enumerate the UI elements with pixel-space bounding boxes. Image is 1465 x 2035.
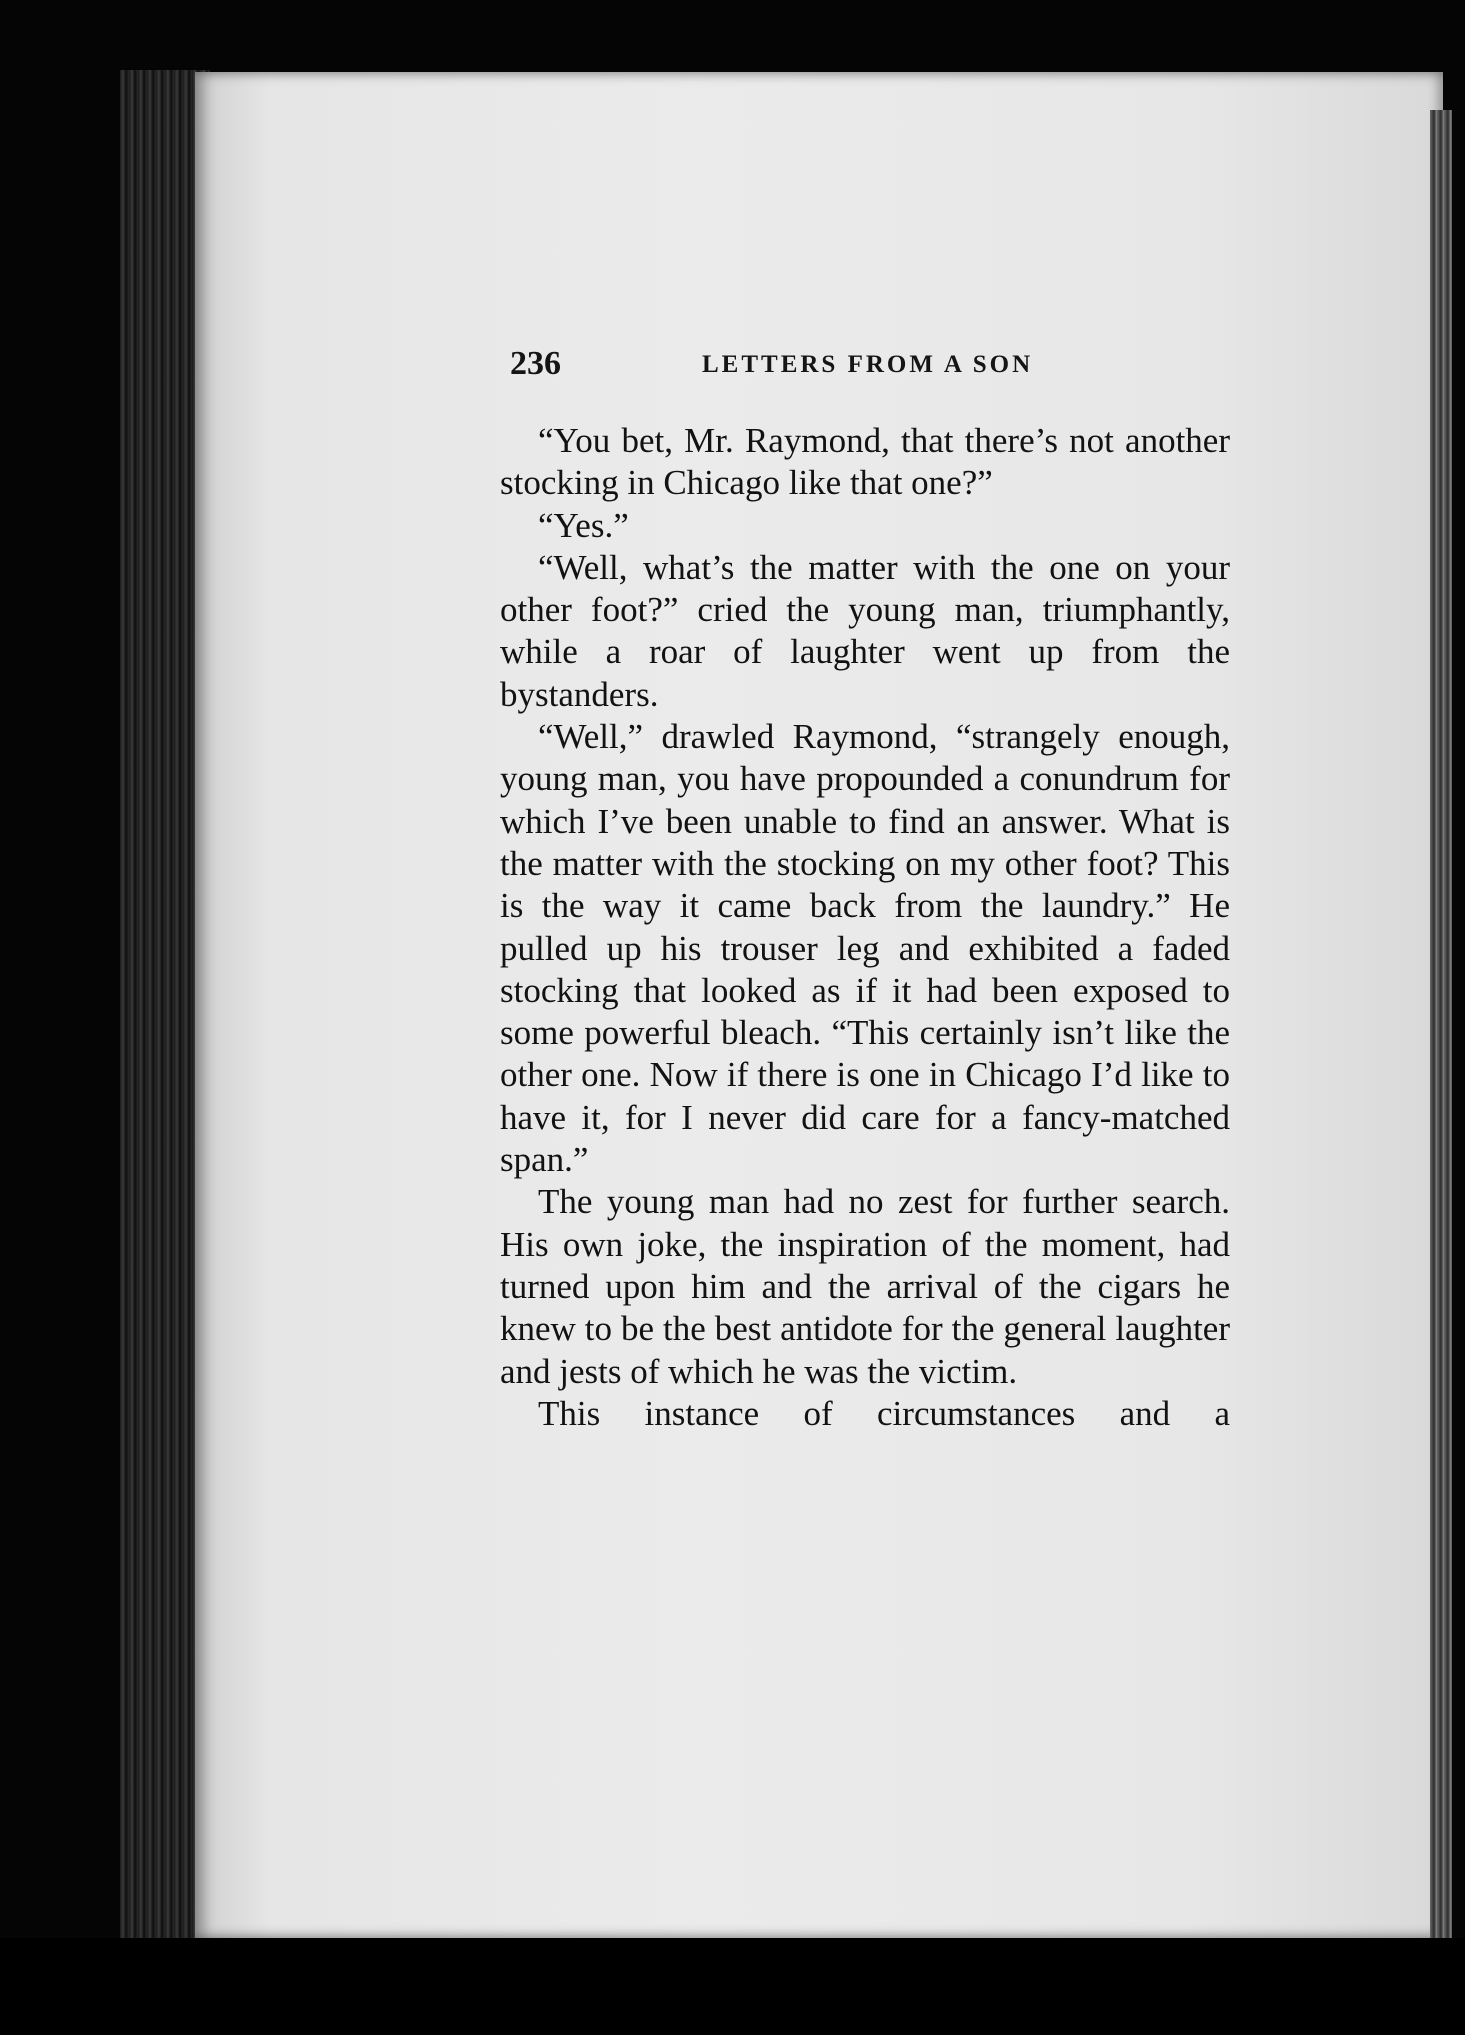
paragraph: “Yes.” bbox=[538, 505, 629, 545]
running-title: LETTERS FROM A SON bbox=[702, 351, 1034, 378]
running-header bbox=[510, 345, 1270, 395]
paragraph: “Well,” drawled Raymond, “strangely enough, young man, you have propounded a conundrum for which I’ve been unable to find an answer. What is the matter with the stocking on my other foot? This is the way it came back from the laundry.” He pulled up his trouser leg and exhibited a faded stocking that looked as if it had been exposed to some powerful bleach. “This certainly isn’t like the other one. Now if there is one in Chicago I’d like to have it, for I never did care for a fancy-matched span.” bbox=[500, 717, 1230, 1180]
scan-border bbox=[0, 1938, 1465, 2035]
paragraph: “You bet, Mr. Raymond, that there’s not another stocking in Chicago like that one?” bbox=[500, 421, 1230, 503]
paragraph: This instance of circumstances and a bbox=[538, 1393, 1230, 1433]
facing-page-edge bbox=[1430, 110, 1452, 1950]
paragraph: “Well, what’s the matter with the one on your other foot?” cried the young man, triumphantly, while a roar of laughter went up from the bystanders. bbox=[500, 547, 1230, 714]
page-number: 236 bbox=[510, 345, 561, 382]
paragraph: The young man had no zest for further search. His own joke, the inspiration of the moment, had turned upon him and the arrival of the cigars he knew to be the best antidote for the general laughter and jests of which he was the victim. bbox=[500, 1182, 1230, 1391]
body-text bbox=[500, 420, 1230, 1435]
